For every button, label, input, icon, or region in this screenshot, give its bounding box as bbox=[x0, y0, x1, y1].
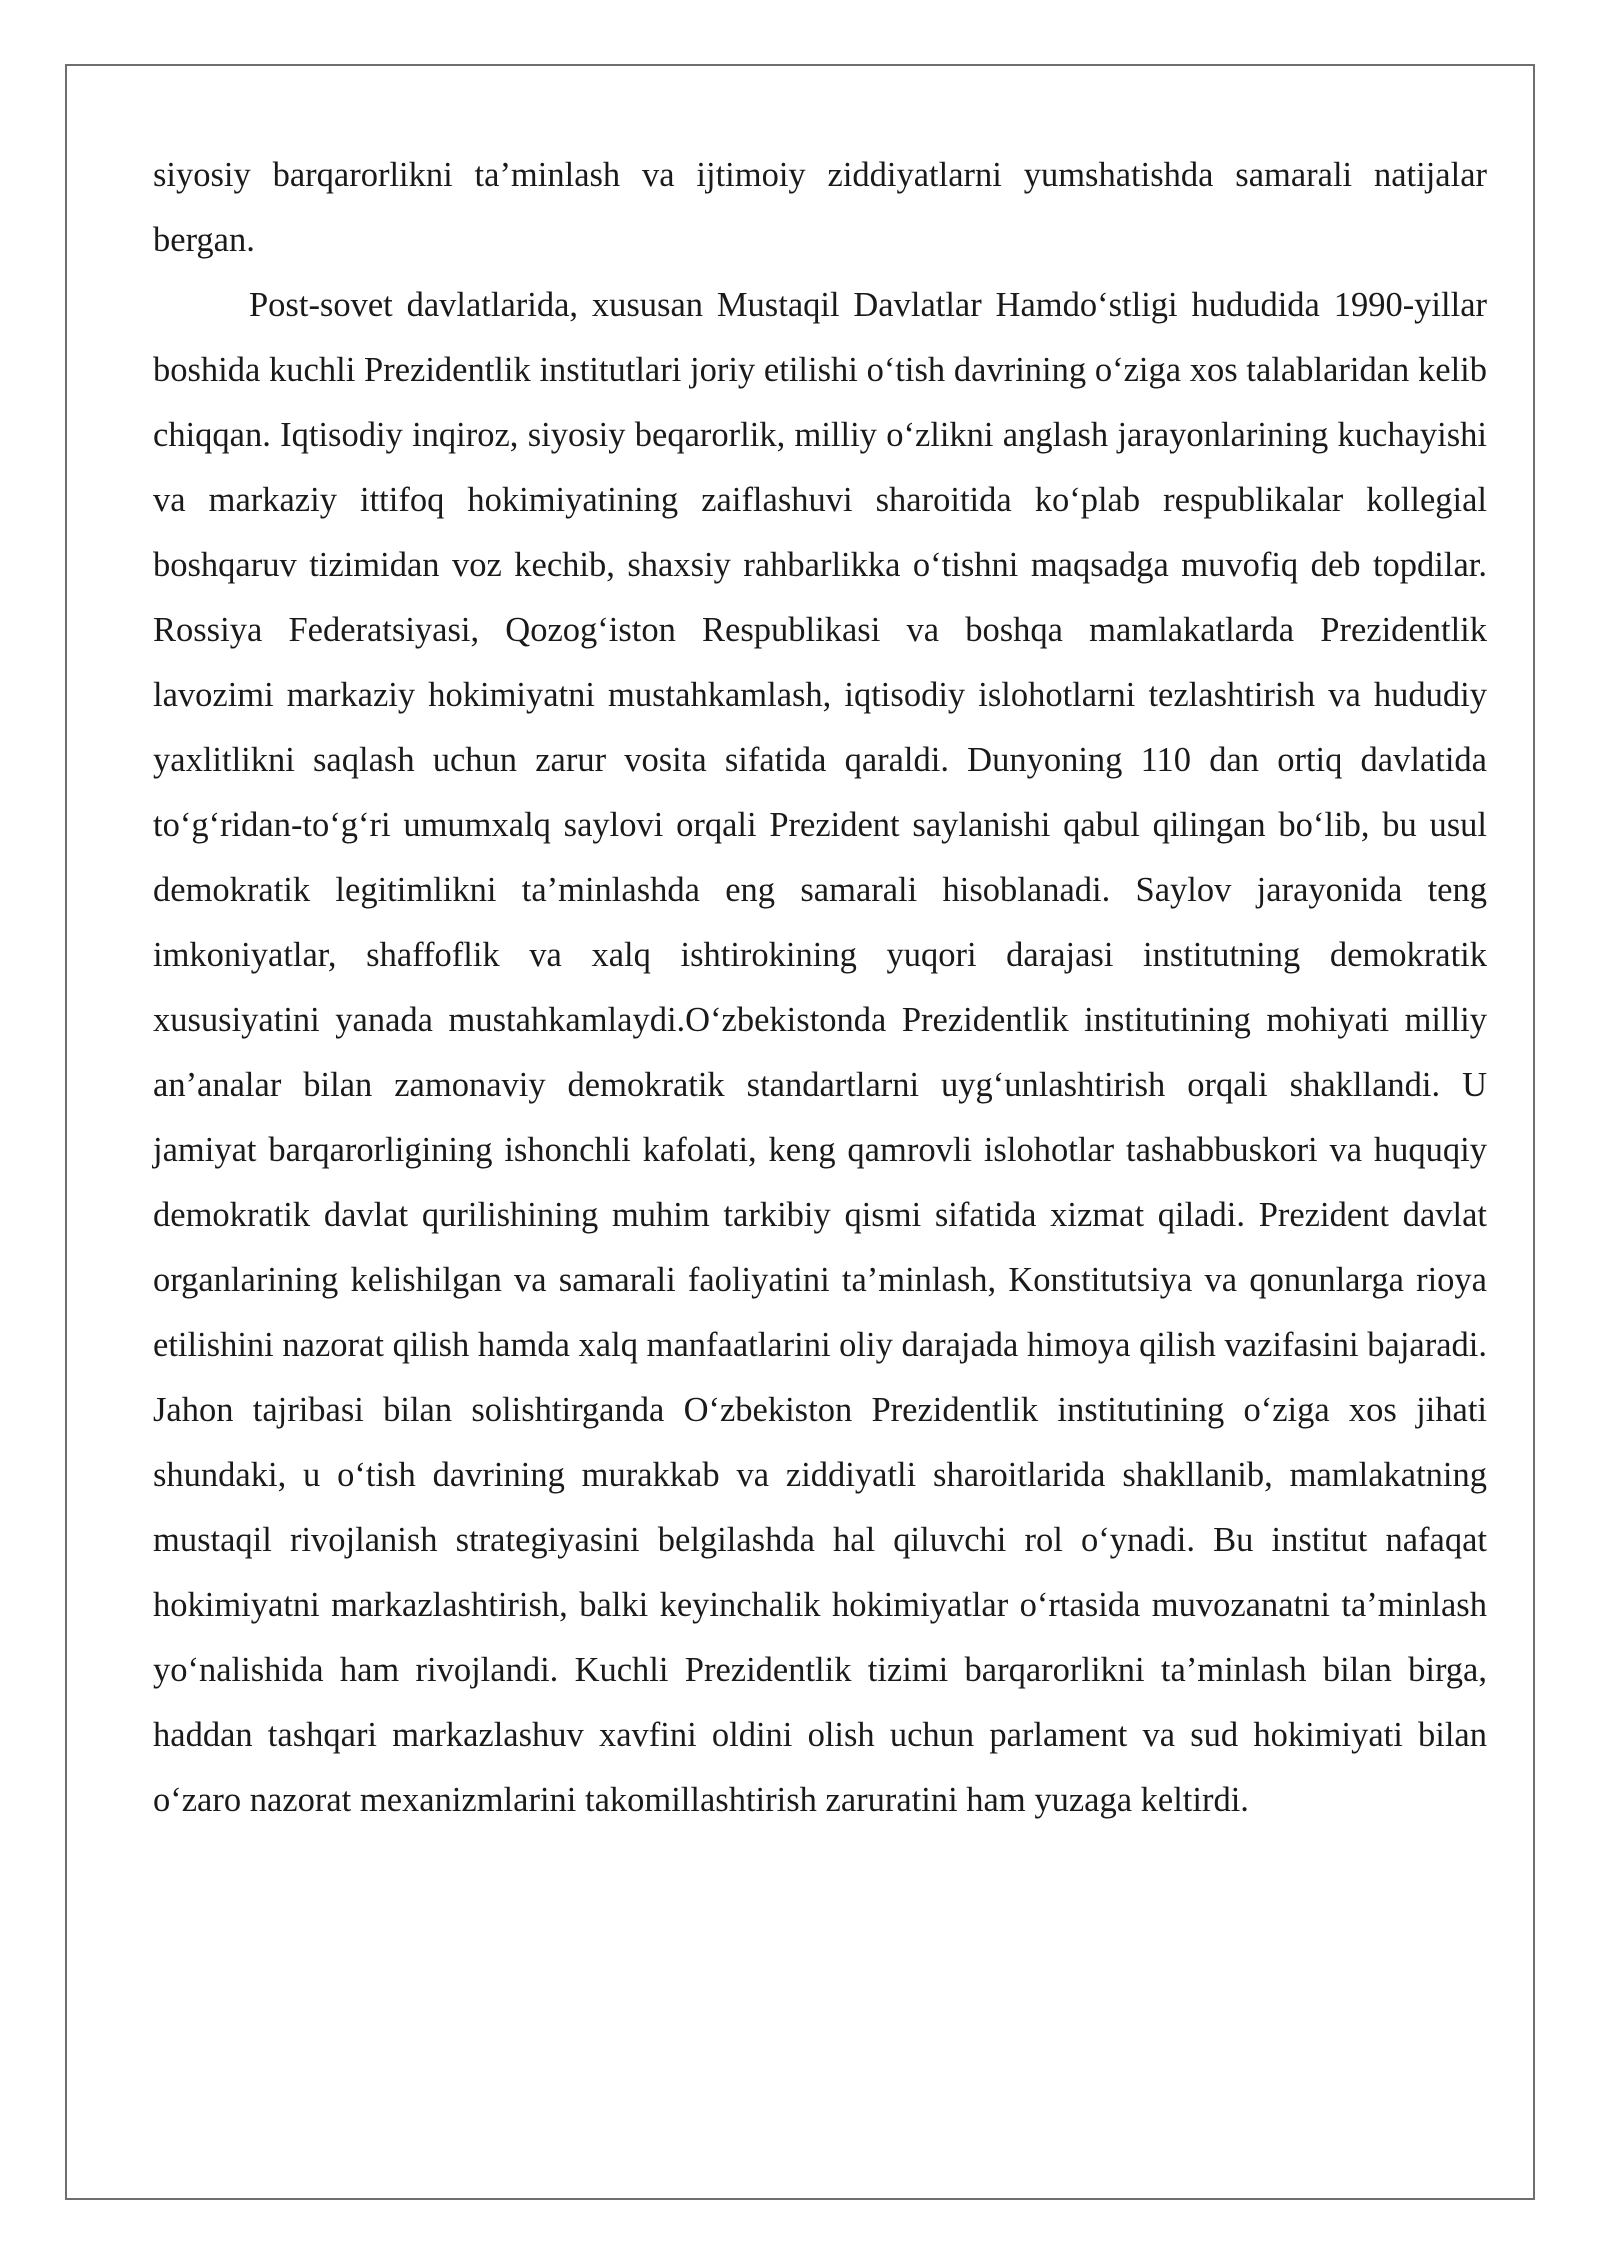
paragraph-continued: siyosiy barqarorlikni ta’minlash va ijtimoiy ziddiyatlarni yumshatishda samarali natijalar bergan. bbox=[153, 156, 1487, 259]
document-body bbox=[153, 143, 1487, 1833]
paragraph-main: Post-sovet davlatlarida, xususan Mustaqil Davlatlar Hamdo‘stligi hududida 1990-yillar boshida kuchli Prezidentlik institutlari joriy etilishi o‘tish davrining o‘ziga xos talablaridan kelib chiqqan. Iqtisodiy inqiroz, siyosiy beqarorlik, milliy o‘zlikni anglash jarayonlarining kuchayishi va markaziy ittifoq hokimiyatining zaiflashuvi sharoitida ko‘plab respublikalar kollegial boshqaruv tizimidan voz kechib, shaxsiy rahbarlikka o‘tishni maqsadga muvofiq deb topdilar. Rossiya Federatsiyasi, Qozog‘iston Respublikasi va boshqa mamlakatlarda Prezidentlik lavozimi markaziy hokimiyatni mustahkamlash, iqtisodiy islohotlarni tezlashtirish va hududiy yaxlitlikni saqlash uchun zarur vosita sifatida qaraldi. Dunyoning 110 dan ortiq davlatida to‘g‘ridan-to‘g‘ri umumxalq saylovi orqali Prezident saylanishi qabul qilingan bo‘lib, bu usul demokratik legitimlikni ta’minlashda eng samarali hisoblanadi. Saylov jarayonida teng imkoniyatlar, shaffoflik va xalq ishtirokining yuqori darajasi institutning demokratik xususiyatini yanada mustahkamlaydi.O‘zbekistonda Prezidentlik institutining mohiyati milliy an’analar bilan zamonaviy demokratik standartlarni uyg‘unlashtirish orqali shakllandi. U jamiyat barqarorligining ishonchli kafolati, keng qamrovli islohotlar tashabbuskori va huquqiy demokratik davlat qurilishining muhim tarkibiy qismi sifatida xizmat qiladi. Prezident davlat organlarining kelishilgan va samarali faoliyatini ta’minlash, Konstitutsiya va qonunlarga rioya etilishini nazorat qilish hamda xalq manfaatlarini oliy darajada himoya qilish vazifasini bajaradi. Jahon tajribasi bilan solishtirganda O‘zbekiston Prezidentlik institutining o‘ziga xos jihati shundaki, u o‘tish davrining murakkab va ziddiyatli sharoitlarida shakllanib, mamlakatning mustaqil rivojlanish strategiyasini belgilashda hal qiluvchi rol o‘ynadi. Bu institut nafaqat hokimiyatni markazlashtirish, balki keyinchalik hokimiyatlar o‘rtasida muvozanatni ta’minlash yo‘nalishida ham rivojlandi. Kuchli Prezidentlik tizimi barqarorlikni ta’minlash bilan birga, haddan tashqari markazlashuv xavfini oldini olish uchun parlament va sud hokimiyati bilan o‘zaro nazorat mexanizmlarini takomillashtirish zaruratini ham yuzaga keltirdi. bbox=[153, 286, 1487, 1819]
